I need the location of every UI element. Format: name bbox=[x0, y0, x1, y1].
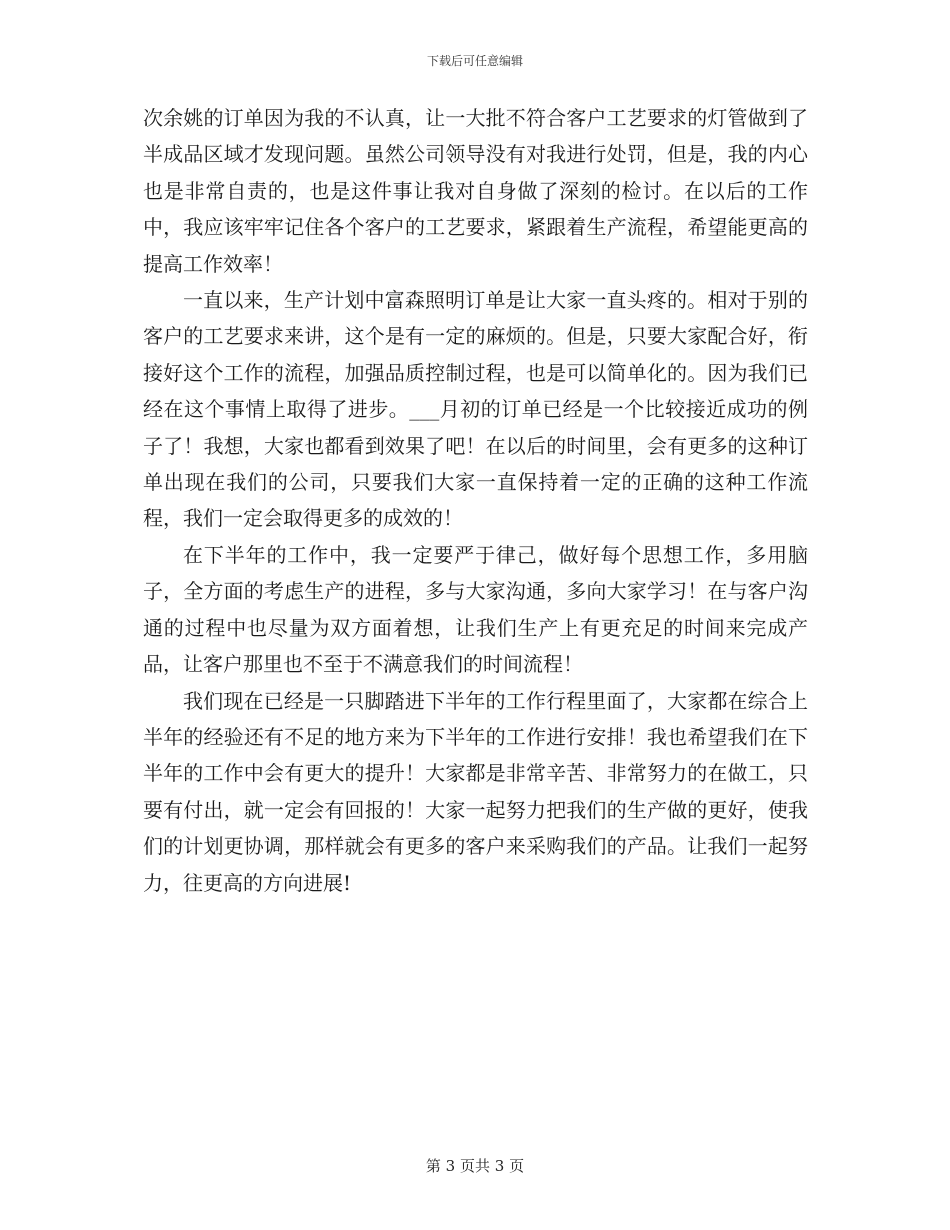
paragraph-continued: 次余姚的订单因为我的不认真，让一大批不符合客户工艺要求的灯管做到了半成品区域才发现问题。虽然公司领导没有对我进行处罚，但是，我的内心也是非常自责的，也是这件事让我对自身做了深刻的检讨。在以后的工作中，我应该牢牢记住各个客户的工艺要求，紧跟着生产流程，希望能更高的提高工作效率！ bbox=[143, 106, 808, 276]
paragraph-fusen-orders: 一直以来，生产计划中富森照明订单是让大家一直头疼的。相对于别的客户的工艺要求来讲，这个是有一定的麻烦的。但是，只要大家配合好，衔接好这个工作的流程，加强品质控制过程，也是可以简单化的。因为我们已经在这个事情上取得了进步。___月初的订单已经是一个比较接近成功的例子了！我想，大家也都看到效果了吧！在以后的时间里，会有更多的这种订单出现在我们的公司，只要我们大家一直保持着一定的正确的这种工作流程，我们一定会取得更多的成效的！ bbox=[143, 288, 808, 531]
page-header: 下载后可任意编辑 bbox=[426, 54, 523, 68]
document-body bbox=[143, 100, 808, 901]
paragraph-closing: 我们现在已经是一只脚踏进下半年的工作行程里面了，大家都在综合上半年的经验还有不足的地方来为下半年的工作进行安排！我也希望我们在下半年的工作中会有更大的提升！大家都是非常辛苦、非常努力的在做工，只要有付出，就一定会有回报的！大家一起努力把我们的生产做的更好，使我们的计划更协调，那样就会有更多的客户来采购我们的产品。让我们一起努力，往更高的方向进展! bbox=[143, 688, 808, 895]
page-number: 第 3 页共 3 页 bbox=[425, 1157, 525, 1175]
paragraph-second-half-plan: 在下半年的工作中，我一定要严于律己，做好每个思想工作，多用脑子，全方面的考虑生产的进程，多与大家沟通，多向大家学习！在与客户沟通的过程中也尽量为双方面着想，让我们生产上有更充足的时间来完成产品，让客户那里也不至于不满意我们的时间流程！ bbox=[143, 542, 808, 677]
